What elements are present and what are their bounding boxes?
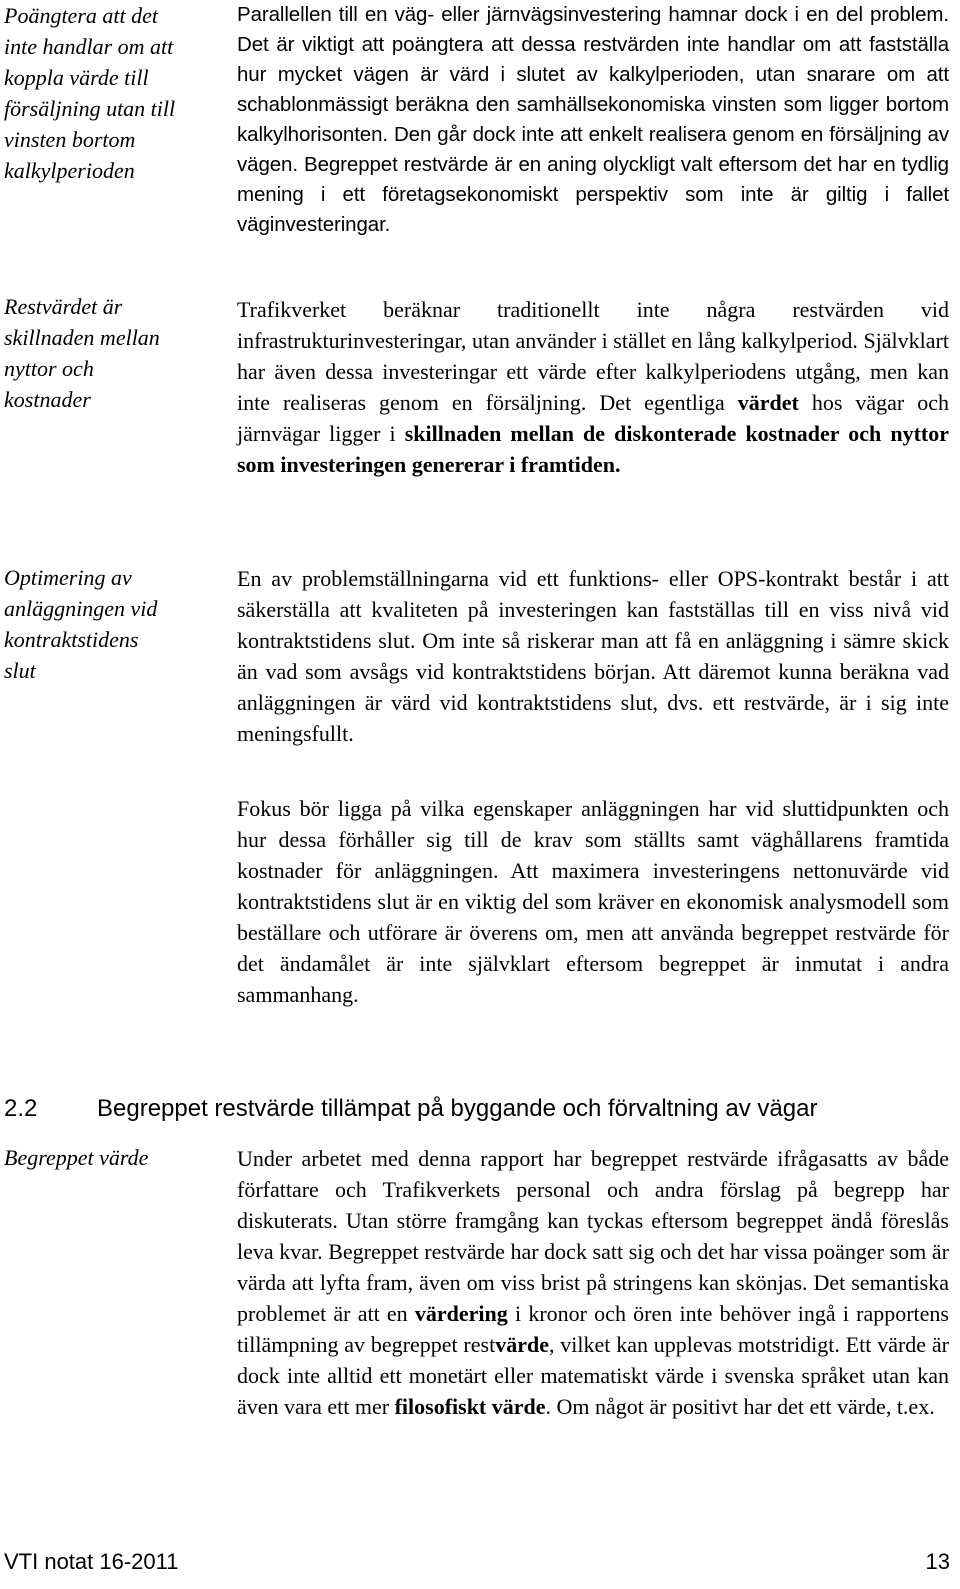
section-number: 2.2 xyxy=(4,1095,38,1122)
margin-note-optimering: Optimering av anläggningen vid kontraktstidens slut xyxy=(4,565,158,683)
bold-varde-suffix: värde xyxy=(495,1332,549,1357)
paragraph-parallellen: Parallellen till en väg- eller järnvägsinvestering hamnar dock i en del problem. Det är viktigt att poängtera att dessa restvärden inte handlar om att fastställa hur mycket vägen är värd i slutet av kalkylperioden, utan snarare om att schablonmässigt beräkna den samhällsekonomiska vinsten som ligger bortom kalkylhorisonten. Den går dock inte att enkelt realisera genom en försäljning av vägen. Begreppet restvärde är en aning olyckligt valt eftersom det har en tydlig mening i ett företagsekonomiskt perspektiv som inte är giltig i fallet väginvesteringar. xyxy=(237,3,949,236)
text-run: , vilket kan upplevas motstridigt. Ett värde är dock inte alltid ett monetärt eller matematiskt värde i svenska språket utan kan även vara ett mer xyxy=(237,1332,949,1419)
paragraph-fokus: Fokus bör ligga på vilka egenskaper anläggningen har vid sluttidpunkten och hur dessa förhåller sig till de krav som ställts samt väghållarens framtida kostnader för anläggningen. Att maximera investeringens nettonuvärde vid kontraktstidens slut är en viktig del som kräver en ekonomisk analysmodell som beställare och utförare är överens om, men att använda begreppet restvärde för det ändamålet är inte självklart eftersom begreppet är inmutat i andra sammanhang. xyxy=(237,796,949,1007)
text-run: . Om något är positivt har det ett värde, t.ex. xyxy=(545,1394,935,1419)
paragraph-trafikverket xyxy=(237,294,949,480)
paragraph-under-arbetet xyxy=(237,1143,949,1422)
margin-note-restvardet: Restvärdet är skillnaden mellan nyttor och kostnader xyxy=(4,294,160,412)
bold-varde: värdet xyxy=(737,390,799,415)
footer-page-number: 13 xyxy=(925,1549,950,1574)
bold-filosofiskt-varde: filosofiskt värde xyxy=(394,1394,546,1419)
section-heading xyxy=(4,1094,954,1124)
text-run: Trafikverket beräknar traditionellt inte några restvärden vid infrastrukturinvesteringar, utan använder i stället en lång kalkylperiod. Självklart har även dessa investeringar ett värde efter kalkylperiodens utgång, men kan inte realiseras genom en försäljning. Det egentliga xyxy=(237,297,949,415)
paragraph-problemstallningar: En av problemställningarna vid ett funktions- eller OPS-kontrakt består i att säkerställa att kvaliteten på investeringen kan fastställas till en viss nivå vid kontraktstidens slut. Om inte så riskerar man att få en anläggning i sämre skick än vad som avsågs vid kontraktstidens början. Att däremot kunna beräkna vad anläggningen är värd vid kontraktstidens slut, dvs. ett restvärde, är i sig inte meningsfullt. xyxy=(237,566,949,746)
text-run: i kronor och ören inte behöver ingå i rapportens tillämpning av begreppet rest xyxy=(237,1301,949,1357)
text-run: hos vägar och järnvägar ligger i xyxy=(237,390,950,446)
margin-note-begreppet-varde: Begreppet värde xyxy=(4,1145,149,1170)
bold-vardering: värdering xyxy=(414,1301,508,1326)
footer-publication: VTI notat 16-2011 xyxy=(4,1549,179,1574)
text-run: Under arbetet med denna rapport har begreppet restvärde ifrågasatts av både författare och Trafikverkets personal och andra förslag på begrepp har diskuterats. Utan större framgång kan tyckas eftersom begreppet ändå föreslås leva kvar. Begreppet restvärde har dock satt sig och det har vissa poänger som är värda att lyfta fram, även om viss brist på stringens kan skönjas. Det semantiska problemet är att en xyxy=(237,1146,949,1326)
section-title: Begreppet restvärde tillämpat på byggande och förvaltning av vägar xyxy=(97,1095,818,1122)
margin-note-poangtera: Poängtera att det inte handlar om att koppla värde till försäljning utan till vinsten bortom kalkylperioden xyxy=(4,3,176,183)
bold-skillnaden: skillnaden mellan de diskonterade kostnader och nyttor som investeringen genererar i framtiden. xyxy=(237,421,949,477)
